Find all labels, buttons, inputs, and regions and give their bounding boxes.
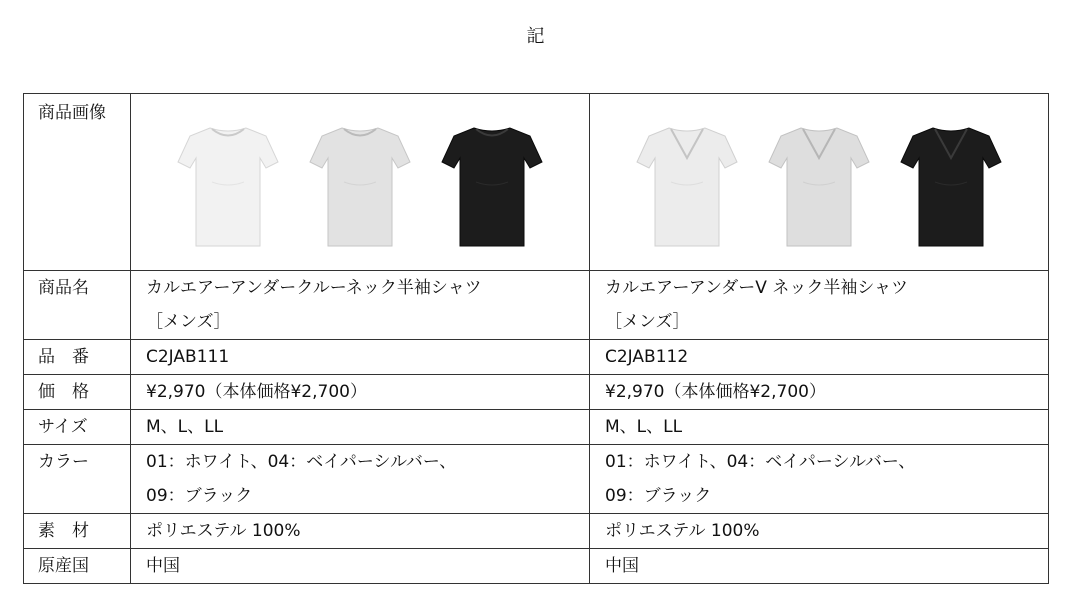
label-name: 商品名 xyxy=(24,271,131,340)
tshirt-image-crew-2 xyxy=(308,122,412,250)
product-1-name xyxy=(131,271,590,340)
table-row-size xyxy=(24,410,1049,445)
tshirt-image-v-2 xyxy=(767,122,871,250)
product-1-name-line2: ［メンズ］ xyxy=(146,312,231,332)
table-row-origin xyxy=(24,549,1049,584)
product-2-color-line2: 09：ブラック xyxy=(605,486,712,506)
product-1-number: C2JAB111 xyxy=(131,340,590,375)
label-image: 商品画像 xyxy=(24,94,131,271)
label-color: カラー xyxy=(24,445,131,514)
shirt-row-vneck xyxy=(590,94,1048,250)
label-price: 価 格 xyxy=(24,375,131,410)
product-2-size: M、L、LL xyxy=(590,410,1049,445)
product-2-name-line1: カルエアーアンダーV ネック半袖シャツ xyxy=(605,278,908,298)
product-2-price: ¥2,970（本体価格¥2,700） xyxy=(590,375,1049,410)
table-row-material xyxy=(24,514,1049,549)
label-material: 素 材 xyxy=(24,514,131,549)
product-1-material: ポリエステル 100% xyxy=(131,514,590,549)
product-2-color xyxy=(590,445,1049,514)
product-1-origin: 中国 xyxy=(131,549,590,584)
label-size: サイズ xyxy=(24,410,131,445)
product-spec-table xyxy=(23,93,1049,584)
product-2-material: ポリエステル 100% xyxy=(590,514,1049,549)
product-1-price: ¥2,970（本体価格¥2,700） xyxy=(131,375,590,410)
tshirt-image-v-3 xyxy=(899,122,1003,250)
product-2-origin: 中国 xyxy=(590,549,1049,584)
product-2-name xyxy=(590,271,1049,340)
document-heading: 記 xyxy=(526,26,546,47)
shirt-row-crew xyxy=(131,94,589,250)
table-row-color xyxy=(24,445,1049,514)
product-2-color-line1: 01：ホワイト、04：ベイパーシルバー、 xyxy=(605,452,916,472)
table-row-name xyxy=(24,271,1049,340)
product-1-name-line1: カルエアーアンダークルーネック半袖シャツ xyxy=(146,278,482,298)
product-2-number: C2JAB112 xyxy=(590,340,1049,375)
product-2-name-line2: ［メンズ］ xyxy=(605,312,690,332)
product-1-images xyxy=(131,94,590,271)
tshirt-image-v-1 xyxy=(635,122,739,250)
product-2-images xyxy=(590,94,1049,271)
label-number: 品 番 xyxy=(24,340,131,375)
table-row-number xyxy=(24,340,1049,375)
label-origin: 原産国 xyxy=(24,549,131,584)
product-1-size: M、L、LL xyxy=(131,410,590,445)
table-row-image xyxy=(24,94,1049,271)
tshirt-image-crew-3 xyxy=(440,122,544,250)
product-1-color-line1: 01：ホワイト、04：ベイパーシルバー、 xyxy=(146,452,457,472)
table-row-price xyxy=(24,375,1049,410)
product-1-color xyxy=(131,445,590,514)
tshirt-image-crew-1 xyxy=(176,122,280,250)
product-1-color-line2: 09：ブラック xyxy=(146,486,253,506)
